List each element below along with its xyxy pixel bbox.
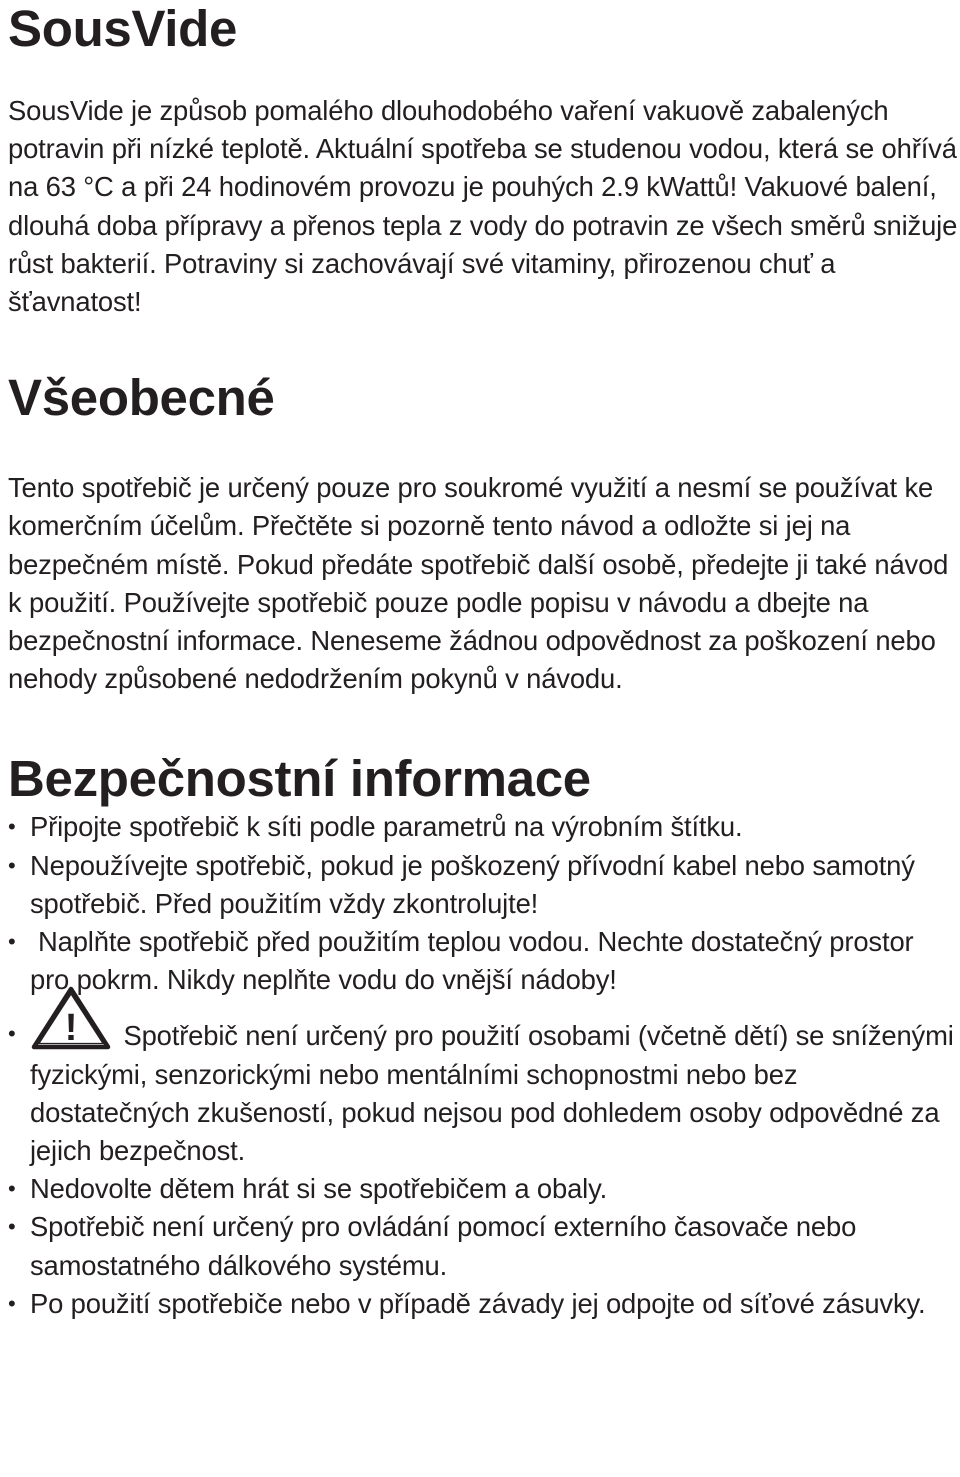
bullet-dot: • (8, 1290, 16, 1316)
list-item-text: Nedovolte dětem hrát si se spotřebičem a obaly. (30, 1173, 608, 1205)
bullet-dot: • (8, 852, 16, 878)
warning-exclamation-mark: ! (64, 1007, 78, 1050)
bullet-dot: • (8, 1176, 16, 1202)
bullet-dot: • (8, 1214, 16, 1240)
list-item (8, 847, 958, 923)
heading-safety: Bezpečnostní informace (8, 750, 591, 808)
bullet-dot: • (8, 1021, 16, 1047)
safety-list-continued (8, 1170, 958, 1323)
list-item (8, 1285, 958, 1323)
list-item-text: Naplňte spotřebič před použitím teplou vodou. Nechte dostatečný prostor pro pokrm. Nikdy neplňte vodu do vnější nádoby! (30, 926, 914, 996)
bullet-dot: • (8, 814, 16, 840)
warning-triangle-icon (30, 985, 112, 1051)
general-paragraph: Tento spotřebič je určený pouze pro soukromé využití a nesmí se používat ke komerčním účelům. Přečtěte si pozorně tento návod a odložte si jej na bezpečném místě. Pokud předáte spotřebič další osobě, předejte ji také návod k použití. Používejte spotřebič pouze podle popisu v návodu a dbejte na bezpečnostní informace. Neneseme žádnou odpovědnost za poškození nebo nehody způsobené nedodržením pokynů v návodu. (8, 472, 949, 695)
list-item-text: Připojte spotřebič k síti podle parametrů na výrobním štítku. (30, 811, 743, 843)
list-item-text: Spotřebič není určený pro použití osobami (včetně dětí) se sníženými fyzickými, senzorickými nebo mentálními schopnostmi nebo bez dostatečných zkušeností, pokud nejsou pod dohledem osoby odpovědné za jejich bezpečnost. (30, 1020, 954, 1167)
list-item (8, 1170, 958, 1208)
list-item-text: Spotřebič není určený pro ovládání pomocí externího časovače nebo samostatného dálkového systému. (30, 1211, 857, 1281)
list-item (8, 808, 958, 846)
list-item (8, 923, 958, 999)
list-item-warning (8, 999, 958, 1170)
list-item-text: Po použití spotřebiče nebo v případě závady jej odpojte od síťové zásuvky. (30, 1287, 926, 1319)
heading-sousvide: SousVide (8, 0, 238, 57)
list-item (8, 1208, 958, 1284)
manual-page (8, 0, 958, 1323)
list-item-text: Nepoužívejte spotřebič, pokud je poškozený přívodní kabel nebo samotný spotřebič. Před použitím vždy zkontrolujte! (30, 849, 915, 919)
bullet-dot: • (8, 929, 16, 955)
safety-list (8, 808, 958, 1170)
heading-general: Všeobecné (8, 369, 275, 427)
sousvide-paragraph: SousVide je způsob pomalého dlouhodobého vaření vakuově zabalených potravin při nízké teplotě. Aktuální spotřeba se studenou vodou, která se ohřívá na 63 °C a při 24 hodinovém provozu je pouhých 2.9 kWattů! Vakuové balení, dlouhá doba přípravy a přenos tepla z vody do potravin ze všech směrů snižuje růst bakterií. Potraviny si zachovávají své vitaminy, přirozenou chuť a šťavnatost! (8, 95, 958, 318)
